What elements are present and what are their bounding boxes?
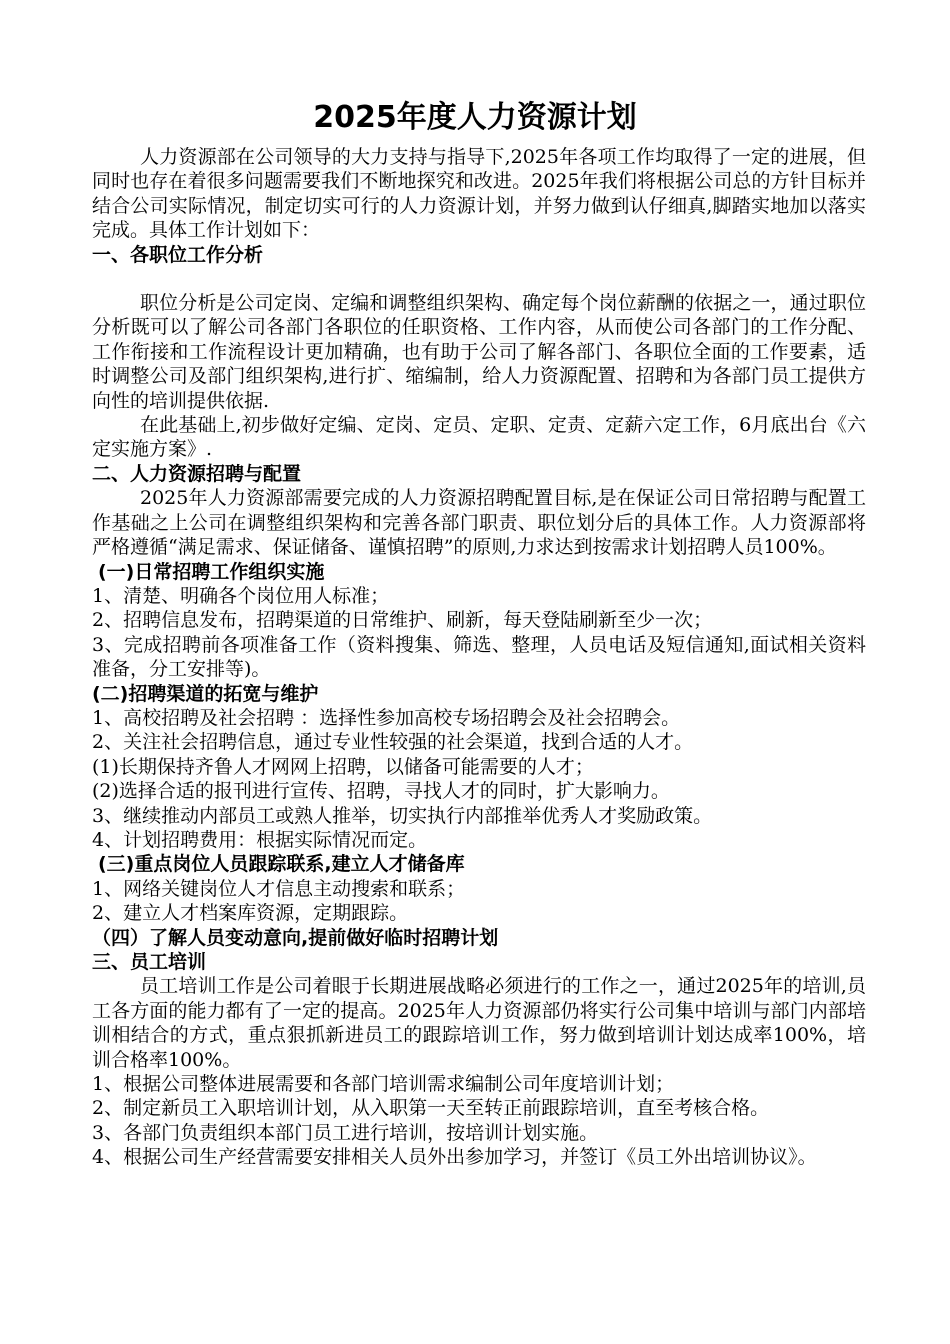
list-item: (2)选择合适的报刊进行宣传、招聘，寻找人才的同时，扩大影响力。 bbox=[92, 780, 670, 803]
section-1-paragraph-1: 职位分析是公司定岗、定编和调整组织架构、确定每个岗位薪酬的依据之一，通过职位分析既可以了解公司各部门各职位的任职资格、工作内容，从而使公司各部门的工作分配、工作衔接和工作流程设计更加精确，也有助于公司了解各部门、各职位全面的工作要素，适时调整公司及部门组织架构,进行扩、缩编制，给人力资源配置、招聘和为各部门员工提供方向性的培训提供依据. bbox=[92, 292, 866, 412]
list-item: 2、建立人才档案库资源，定期跟踪。 bbox=[92, 902, 409, 925]
list-item: 3、继续推动内部员工或熟人推举，切实执行内部推举优秀人才奖励政策。 bbox=[92, 804, 713, 827]
list-item: (1)长期保持齐鲁人才网网上招聘，以储备可能需要的人才； bbox=[92, 755, 594, 778]
section-2-paragraph: 2025年人力资源部需要完成的人力资源招聘配置目标,是在保证公司日常招聘与配置工作基础之上公司在调整组织架构和完善各部门职责、职位划分后的具体工作。人力资源部将严格遵循“满足需求、保证储备、谨慎招聘”的原则,力求达到按需求计划招聘人员100%。 bbox=[92, 487, 866, 559]
list-item: 2、招聘信息发布，招聘渠道的日常维护、刷新，每天登陆刷新至少一次； bbox=[92, 609, 713, 632]
section-1-heading: 一、各职位工作分析 bbox=[92, 243, 264, 266]
list-item: 1、高校招聘及社会招聘 ：选择性参加高校专场招聘会及社会招聘会。 bbox=[92, 706, 681, 729]
section-2-heading: 二、人力资源招聘与配置 bbox=[92, 462, 302, 485]
list-item: 3、完成招聘前各项准备工作（资料搜集、筛选、整理，人员电话及短信通知,面试相关资料准备，分工安排等)。 bbox=[92, 633, 866, 681]
subsection-4-heading: （四）了解人员变动意向,提前做好临时招聘计划 bbox=[92, 926, 499, 949]
section-1-paragraph-2: 在此基础上,初步做好定编、定岗、定员、定职、定责、定薪六定工作，6月底出台《六定实施方案》. bbox=[92, 414, 866, 461]
subsection-1-heading: (一)日常招聘工作组织实施 bbox=[98, 560, 325, 583]
list-item: 2、关注社会招聘信息，通过专业性较强的社会渠道，找到合适的人才。 bbox=[92, 731, 694, 754]
list-item: 3、各部门负责组织本部门员工进行培训，按培训计划实施。 bbox=[92, 1121, 599, 1144]
list-item: 4、计划招聘费用：根据实际情况而定。 bbox=[92, 828, 428, 851]
document-title: 2025年度人力资源计划 bbox=[313, 100, 637, 135]
subsection-3-heading: (三)重点岗位人员跟踪联系,建立人才储备库 bbox=[98, 853, 465, 876]
section-3-heading: 三、员工培训 bbox=[92, 951, 207, 973]
list-item: 1、清楚、明确各个岗位用人标准； bbox=[92, 584, 390, 607]
document-body bbox=[92, 145, 866, 1170]
section-3-paragraph: 员工培训工作是公司着眼于长期进展战略必须进行的工作之一，通过2025年的培训,员工各方面的能力都有了一定的提高。2025年人力资源部仍将实行公司集中培训与部门内部培训相结合的方式，重点狠抓新进员工的跟踪培训工作，努力做到培训计划达成率100%，培训合格率100%。 bbox=[92, 975, 866, 1071]
list-item: 1、根据公司整体进展需要和各部门培训需求编制公司年度培训计划； bbox=[92, 1073, 675, 1096]
list-item: 2、制定新员工入职培训计划，从入职第一天至转正前跟踪培训，直至考核合格。 bbox=[92, 1097, 770, 1120]
spacer bbox=[92, 267, 866, 291]
list-item: 4、根据公司生产经营需要安排相关人员外出参加学习，并签订《员工外出培训协议》。 bbox=[92, 1146, 817, 1169]
subsection-2-heading: (二)招聘渠道的拓宽与维护 bbox=[92, 682, 319, 705]
intro-paragraph: 人力资源部在公司领导的大力支持与指导下,2025年各项工作均取得了一定的进展，但同时也存在着很多问题需要我们不断地探究和改进。2025年我们将根据公司总的方针目标并结合公司实际情况，制定切实可行的人力资源计划，并努力做到认仔细真,脚踏实地加以落实完成。具体工作计划如下： bbox=[92, 146, 866, 242]
list-item: 1、网络关键岗位人才信息主动搜索和联系； bbox=[92, 877, 466, 900]
